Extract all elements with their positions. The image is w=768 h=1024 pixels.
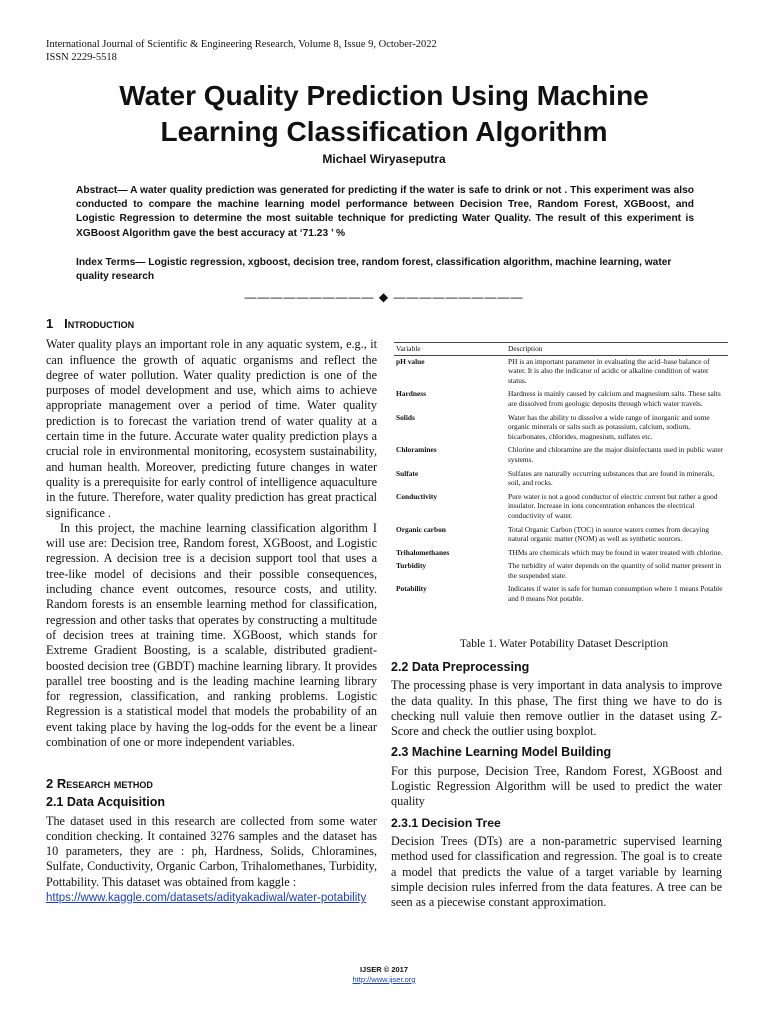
model-building-text: For this purpose, Decision Tree, Random Forest, XGBoost and Logistic Regression Algorithm will be used to predict the water quality [391,763,722,809]
table-header-variable: Variable [394,343,506,356]
table-cell-description: Chlorine and chloramine are the major disinfectants used in public water systems. [508,445,724,464]
left-column [46,316,377,750]
table-row [394,491,728,524]
table-row [394,583,728,606]
table-cell-description: The turbidity of water depends on the quantity of solid matter present in the suspended state. [508,561,722,580]
section-2-number: 2 [46,776,54,791]
left-column-section-2 [46,776,377,905]
table-row [394,355,728,388]
table-row [394,388,728,411]
journal-header [46,38,437,64]
table-row [394,444,728,467]
table-cell-variable: Potability [396,584,427,594]
author: Michael Wiryaseputra [322,152,446,166]
table-row [394,560,728,583]
section-2-heading [46,776,377,791]
table-cell-variable: Sulfate [396,468,419,478]
table-cell-variable: Conductivity [396,491,438,501]
data-acquisition-text: The dataset used in this research are collected from some water condition checking. It contained 3276 samples and the dataset has 10 parameters, they are : ph, Hardness, Solids, Chloramines, Sulfate, Conductivity, Organic Carbon, Trihalomethanes, Turbidity, Pottability. This dataset was obtained from kaggle : [46,813,377,889]
right-column-text [391,660,722,910]
data-preprocessing-text: The processing phase is very important in data analysis to improve the data quality. In this phase, The first thing we have to do is checking null valuie then remove outlier in the dataset using Z-Score and check the outlier using boxplot. [391,678,722,739]
decision-tree-text: Decision Trees (DTs) are a non-parametric supervised learning method used for classification and regression. The goal is to create a model that predicts the value of a target variable by learning simple decision rules inferred from the data features. A tree can be seen as a piecewise constant approximation. [391,833,722,910]
table-cell-variable: pH value [396,356,425,366]
table-cell-description: Indicates if water is safe for human consumption where 1 means Potable and 0 means Not potable. [508,584,723,604]
journal-line: International Journal of Scientific & Engineering Research, Volume 8, Issue 9, October-2022 [46,39,437,50]
table-row [394,468,728,491]
title-line-2: Learning Classification Algorithm [160,116,608,147]
table-cell-variable: Organic carbon [396,524,446,534]
footer-copyright: IJSER © 2017 [359,965,409,974]
subsection-2-1-heading: 2.1 Data Acquisition [46,795,166,810]
table-cell-description: Water has the ability to dissolve a wide range of inorganic and some organic minerals or salts such as potassium, calcium, sodium, bicarbonates, chlorides, magnesium, sulfates etc. [508,412,710,441]
section-1-heading [46,316,377,331]
table-cell-description: Total Organic Carbon (TOC) in source waters comes from decaying natural organic matter (NOM) as well as synthetic sources. [508,524,709,544]
subsection-2-3-1-heading: 2.3.1 Decision Tree [391,815,501,830]
page-footer [0,965,768,985]
kaggle-dataset-link[interactable]: https://www.kaggle.com/datasets/adityakadiwal/water-potability [46,892,367,905]
table-header-row [394,343,728,356]
table-cell-variable: Hardness [396,389,426,399]
index-terms: Index Terms— Logistic regression, xgboost, decision tree, random forest, classification algorithm, machine learning, water quality research [76,257,672,283]
section-2-title: Research method [56,776,153,791]
title-line-1: Water Quality Prediction Using Machine [119,80,649,111]
table-cell-description: PH is an important parameter in evaluating the acid–base balance of water. It is also the indicator of acidic or alkaline condition of water status. [508,356,710,385]
table-cell-variable: Turbidity [396,561,427,571]
paper-title [30,78,738,150]
table-cell-variable: Chloramines [396,445,437,455]
intro-paragraph-1: Water quality plays an important role in any aquatic system, e.g., it can influence the growth of aquatic organisms and reflect the degree of water pollution. Water quality prediction is one of the purposes of model development and use, which aims to achieve appropriate management over a period of time. Water quality prediction is to forecast the variation trend of water quality at a certain time in the future. Accurate water quality prediction plays a crucial role in environmental monitoring, ecosystem sustainability, and human health. Moreover, predicting future changes in water quality is a prerequisite for early control of intelligence aquaculture in the future. Therefore, water quality prediction has great practical significance . [46,337,377,520]
section-1-title: Introduction [64,316,135,331]
table-cell-description: Hardness is mainly caused by calcium and magnesium salts. These salts are dissolved from geologic deposits through which water travels. [508,389,721,408]
table-header-description: Description [506,343,728,356]
section-separator: —————————— ◆ —————————— [244,290,524,304]
subsection-2-2-heading: 2.2 Data Preprocessing [391,660,530,674]
table-cell-variable: Solids [396,412,415,422]
intro-paragraph-2: In this project, the machine learning classification algorithm I will use are: Decision tree, Random forest, XGBoost, and Logistic regression. A decision tree is a decision support tool that uses a tree-like model of decisions and their possible consequences, including chance event outcomes, resource costs, and utility. Random forests is an ensemble learning method for classification, regression and other tasks that operates by constructing a multitude of decision trees at training time. XGBoost, which stands for Extreme Gradient Boosting, is a scalable, distributed gradient-boosted decision tree (GBDT) machine learning library. It provides parallel tree boosting and is the leading machine learning library for regression, classification, and ranking problems. Logistic Regression is a statistical model that models the probability of an event taking place by having the log-odds for the event be a linear combination of one or more independent variables. [46,520,377,750]
table-cell-description: Sulfates are naturally occurring substances that are found in minerals, soil, and rocks. [508,468,715,488]
footer-url[interactable]: http://www.ijser.org [352,975,416,984]
table-row [394,524,728,547]
table-row [394,412,728,445]
dataset-description-table [394,342,728,607]
table-cell-description: Pure water is not a good conductor of electric current but rather a good insulator. Increase in ions concentration enhances the electrical conductivity of water. [508,491,718,520]
section-1-number: 1 [46,316,54,331]
table-cell-variable: Trihalomethanes [396,547,450,557]
issn: ISSN 2229-5518 [46,52,117,63]
subsection-2-3-heading: 2.3 Machine Learning Model Building [391,745,612,760]
table-caption: Table 1. Water Potability Dataset Description [459,638,669,650]
table-row [394,547,728,561]
table-cell-description: THMs are chemicals which may be found in water treated with chlorine. [508,547,723,557]
abstract: Abstract— A water quality prediction was generated for predicting if the water is safe to drink or not . This experiment was also conducted to compare the machine learning model performance between Decision Tree, Random Forest, XGBoost, and Logistic Regression to determine the most suitable technique for predicting Water Quality. The result of this experiment is XGBoost Algorithm gave the best accuracy at ‘71.23 ’ % [76,185,694,239]
